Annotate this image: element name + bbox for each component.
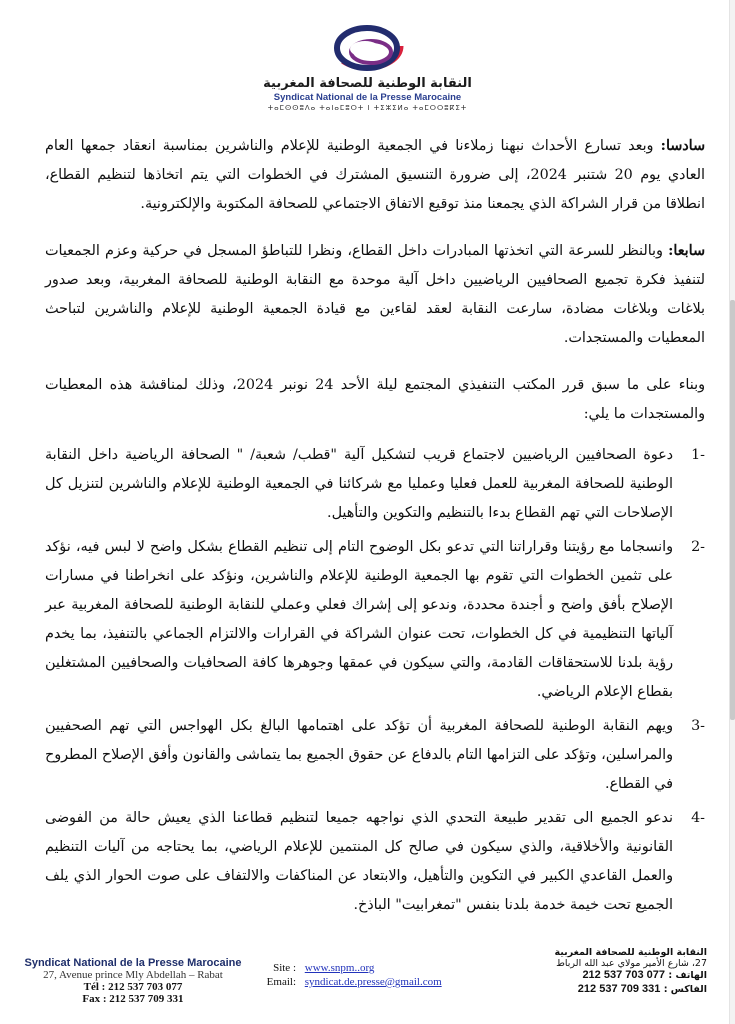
- footer-web-contact: [252, 962, 462, 990]
- phone-number-ar: 212 537 703 077: [582, 969, 666, 981]
- letter-body: [45, 132, 705, 925]
- letterhead: [0, 8, 735, 112]
- logo-center: [350, 41, 380, 57]
- footer-tel-fr: Tél : 212 537 703 077: [83, 981, 183, 993]
- syndicate-logo-emblem: [327, 18, 407, 76]
- list-item: [45, 441, 705, 528]
- paragraph-sixth: [45, 132, 705, 219]
- paragraph-lead: سادسا:: [660, 138, 705, 154]
- decisions-intro: وبناء على ما سبق قرر المكتب التنفيذي المجتمع ليلة الأحد 24 نونبر 2024، وذلك لمناقشة هذه المعطيات والمستجدات ما يلي:: [45, 377, 705, 422]
- list-item: [45, 712, 705, 799]
- list-item-number: 1-: [691, 447, 705, 463]
- list-item: [45, 533, 705, 707]
- footer-arabic-contact: [487, 947, 707, 997]
- fax-label-ar: الفاكس :: [663, 984, 707, 995]
- list-item: [45, 804, 705, 920]
- footer-address-ar: 27، شارع الأمير مولاي عبد الله الرباط: [556, 958, 707, 969]
- list-item-number: 3-: [691, 718, 705, 734]
- footer-org-name-ar: النقابة الوطنية للصحافة المغربية: [554, 947, 707, 958]
- list-item-number: 4-: [691, 810, 705, 826]
- list-item-text: وانسجاما مع رؤيتنا وقراراتنا التي تدعو بكل الوضوح التام إلى تنظيم القطاع بشكل واضح لا لبس فيه، نؤكد على تثمين الخطوات التي تقوم بها الجمعية الوطنية للإعلام والناشرين، ونؤكد على انخراطنا في مسارات الإصلاح بأفق واضح و أجندة محددة، وندعو إلى إشراك فعلي وعملي للنقابة الوطنية للصحافة المغربية عبر آلياتها التنظيمية في كل الخطوات، تحت عنوان الشراكة في القرارات والالتزام الجماعي بالتنفيذ، بما يخدم رؤية بلدنا للاستحقاقات القادمة، والتي سيكون في عمقها وجوهرها كافة الصحافيات والصحافيين المشتغلين بقطاع الإعلام الرياضي.: [45, 539, 673, 700]
- page-footer: [0, 942, 735, 1024]
- site-label: Site :: [273, 962, 296, 974]
- list-item-number: 2-: [691, 539, 705, 555]
- phone-label-ar: الهاتف :: [668, 970, 707, 981]
- logo-tifinagh-name: ⵜⴰⵎⵙⵙⵓⴷⴰ ⵜⴰⵏⴰⵎⵓⵔⵜ ⵏ ⵜⵉⵣⵉⵍⴰ ⵜⴰⵎⵔⵔⵓⴽⵉⵜ: [267, 104, 468, 112]
- list-item-text: دعوة الصحافيين الرياضيين لاجتماع قريب لتشكيل آلية "قطب/ شعبة/ " الصحافة الرياضية داخل النقابة الوطنية للصحافة المغربية للعمل فعليا وعمليا مع شركائنا في الجمعية الوطنية للإعلام والناشرين لتنزيل كل الإصلاحات التي تهم القطاع بدءا بالتنظيم والتكوين والتأهيل.: [45, 447, 673, 521]
- paragraph-lead: سابعا:: [668, 243, 705, 259]
- list-item-text: ندعو الجميع الى تقدير طبيعة التحدي الذي نواجهه جميعا لتنظيم قطاعنا الذي يعيش حالة من الفوضى القانونية والأخلاقية، والذي سيكون في صالح كل المنتمين للإعلام الرياضي، بما يحتاجه من آليات التنظيم والعمل القاعدي الكبير في التكوين والتأهيل، والابتعاد عن المناكفات والالتفاف على صوت الحوار الذي يلف الجميع تحت خيمة خدمة بلدنا بنفس "تمغرابيت" الباذخ.: [45, 810, 673, 913]
- logo-arabic-name: النقابة الوطنية للصحافة المغربية: [263, 76, 472, 91]
- footer-french-contact: [18, 957, 248, 1005]
- paragraph-seventh: [45, 237, 705, 353]
- footer-org-name-fr: Syndicat National de la Presse Marocaine: [24, 957, 242, 969]
- website-link[interactable]: www.snpm..org: [304, 962, 375, 974]
- scrollbar-thumb[interactable]: [730, 300, 735, 720]
- logo-french-name: Syndicat National de la Presse Marocaine: [273, 92, 462, 103]
- decisions-list: [45, 441, 705, 920]
- fax-number-ar: 212 537 709 331: [577, 983, 661, 995]
- footer-address-fr: 27, Avenue prince Mly Abdellah – Rabat: [43, 969, 223, 981]
- email-link[interactable]: syndicat.de.presse@gmail.com: [304, 976, 442, 988]
- list-item-text: ويهم النقابة الوطنية للصحافة المغربية أن تؤكد على اهتمامها البالغ بكل الهواجس التي تهم الصحفيين والمراسلين، وتؤكد على التزامها التام بالدفاع عن حقوق الجميع بما يتماشى والقانون وأفق الإصلاح المطروح في القطاع.: [45, 718, 673, 792]
- paragraph-text: وبالنظر للسرعة التي اتخذتها المبادرات داخل القطاع، ونظرا للتباطؤ المسجل في حركية وعزم الجمعيات لتنفيذ فكرة تجميع الصحافيين الرياضيين داخل آلية موحدة مع النقابة الوطنية للصحافة المغربية، وبعد صدور بلاغات وبلاغات مضادة، سارعت النقابة لعقد لقاءين مع قيادة الجمعية الوطنية للإعلام والناشرين لتباحث المعطيات والمستجدات.: [45, 243, 705, 346]
- email-label: Email:: [266, 976, 296, 988]
- paragraph-text: وبعد تسارع الأحداث نبهنا زملاءنا في الجمعية الوطنية للإعلام والناشرين بمناسبة انعقاد جمعها العام العادي يوم 20 شتنبر 2024، إلى ضرورة التنسيق المشترك في الخطوات التي يتم اتخاذها لتنظيم القطاع، انطلاقا من قرار الشراكة الذي يجمعنا منذ توقيع الاتفاق الاجتماعي للصحافة المكتوبة والإلكترونية.: [45, 138, 705, 212]
- footer-fax-fr: Fax : 212 537 709 331: [82, 993, 184, 1005]
